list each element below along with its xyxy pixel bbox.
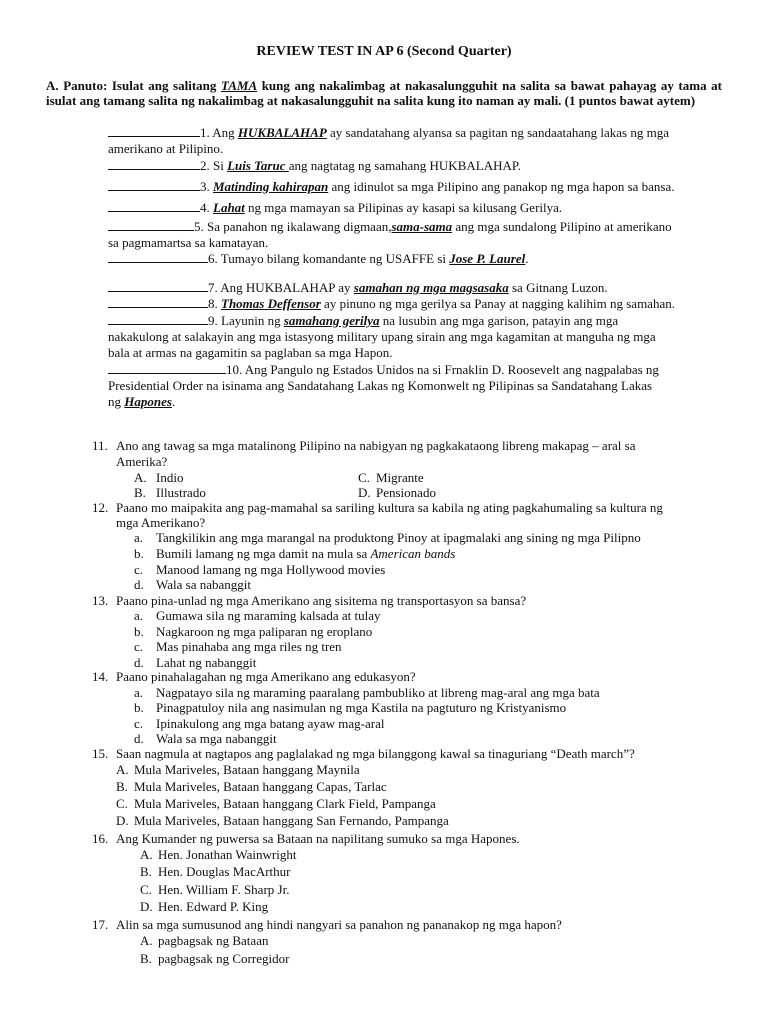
- item-text: .: [525, 251, 529, 266]
- answer-blank[interactable]: [108, 219, 194, 231]
- option-label: a.: [134, 685, 144, 700]
- tama-keyword: TAMA: [220, 78, 258, 93]
- option-text: Wala sa mga nabanggit: [156, 731, 277, 746]
- answer-blank[interactable]: [108, 200, 200, 212]
- option-text: pagbagsak ng Corregidor: [158, 951, 290, 966]
- tf-item-6: [108, 251, 722, 267]
- item-text: 10. Ang Pangulo ng Estados Unidos na si Frnaklin D. Roosevelt ang nagpalabas ng: [226, 362, 659, 377]
- item-text: 5. Sa panahon ng ikalawang digmaan,: [194, 219, 392, 234]
- question-number: 11.: [92, 438, 108, 453]
- option-text: Tangkilikin ang mga marangal na produktong Pinoy at ipagmalaki ang sining ng mga Pilipno: [156, 530, 641, 545]
- option-label: d.: [134, 577, 144, 592]
- tf-item-1-cont: amerikano at Pilipino.: [108, 141, 224, 156]
- answer-blank[interactable]: [108, 179, 200, 191]
- item-text: ang mga sundalong Pilipino at amerikano: [452, 219, 672, 234]
- option-text: Mula Mariveles, Bataan hanggang Maynila: [134, 762, 360, 777]
- option-text: Lahat ng nabanggit: [156, 655, 257, 670]
- underlined-term: Matinding kahirapan: [213, 179, 329, 194]
- option-label: c.: [134, 562, 144, 577]
- option-label: D.: [358, 485, 371, 500]
- item-text: ay pinuno ng mga gerilya sa Panay at nagging kalihim ng samahan.: [320, 296, 675, 311]
- option-text: Hen. Douglas MacArthur: [158, 864, 291, 879]
- option-label: b.: [134, 700, 144, 715]
- tf-item-5: [108, 219, 722, 235]
- question-number: 12.: [92, 500, 109, 515]
- question-number: 13.: [92, 593, 109, 608]
- tf-item-10-cont2: [108, 394, 722, 410]
- option-text: Hen. Edward P. King: [158, 899, 269, 914]
- option-text: Manood lamang ng mga Hollywood movies: [156, 562, 386, 577]
- option-text: Illustrado: [156, 485, 206, 500]
- item-text: 8.: [208, 296, 221, 311]
- item-text: ang idinulot sa mga Pilipino ang panakop ng mga hapon sa bansa.: [328, 179, 675, 194]
- underlined-term: Hapones: [124, 394, 172, 409]
- tf-item-5-cont: sa pagmamartsa sa kamatayan.: [108, 235, 269, 250]
- answer-blank[interactable]: [108, 251, 208, 263]
- option-label: d.: [134, 731, 144, 746]
- answer-blank[interactable]: [108, 313, 208, 325]
- instructions: [46, 78, 722, 108]
- tf-item-7: [108, 280, 722, 296]
- item-text: .: [171, 394, 176, 409]
- answer-blank[interactable]: [108, 158, 200, 170]
- underlined-term: samahang gerilya: [283, 313, 380, 328]
- option-label: D.: [140, 899, 153, 914]
- option-label: C.: [358, 470, 370, 485]
- item-text: na lusubin ang mga garison, patayin ang mga: [379, 313, 619, 328]
- answer-blank[interactable]: [108, 362, 226, 374]
- instructions-text: A. Panuto: Isulat ang salitang: [46, 78, 221, 93]
- question-text: Ang Kumander ng puwersa sa Bataan na napilitang sumuko sa mga Hapones.: [116, 831, 520, 846]
- option-label: b.: [134, 624, 144, 639]
- tf-item-3: [108, 179, 722, 195]
- option-text: Pinagpatuloy nila ang nasimulan ng mga Kastila na pagtuturo ng Kristyanismo: [156, 700, 567, 715]
- answer-blank[interactable]: [108, 280, 208, 292]
- option-label: a.: [134, 530, 144, 545]
- option-text: Hen. William F. Sharp Jr.: [158, 882, 290, 897]
- question-number: 14.: [92, 669, 109, 684]
- item-text: ang nagtatag ng samahang HUKBALAHAP.: [288, 158, 521, 173]
- item-text: ay sandatahang alyansa sa pagitan ng sandaatahang lakas ng mga: [326, 125, 669, 140]
- tf-item-10-cont: Presidential Order na isinama ang Sandatahang Lakas ng Komonwelt ng Pilipinas sa Sandatahang Lakas: [108, 378, 653, 393]
- tf-item-8: [108, 296, 722, 312]
- question-text: Saan nagmula at nagtapos ang paglalakad ng mga bilanggong kawal sa tinaguriang “Death march”?: [116, 746, 635, 761]
- question-text: Alin sa mga sumusunod ang hindi nangyari sa panahon ng pananakop ng mga hapon?: [116, 917, 562, 932]
- tf-item-4: [108, 200, 722, 216]
- answer-blank[interactable]: [108, 296, 208, 308]
- item-text: 1. Ang: [200, 125, 238, 140]
- option-label: C.: [116, 796, 128, 811]
- question-text-cont: Amerika?: [116, 454, 168, 469]
- item-text: 9. Layunin ng: [208, 313, 284, 328]
- item-text: 2. Si: [200, 158, 228, 173]
- option-text: Mas pinahaba ang mga riles ng tren: [156, 639, 342, 654]
- item-text: 3.: [200, 179, 213, 194]
- option-text-wrap: [156, 546, 455, 562]
- option-label: c.: [134, 716, 144, 731]
- tf-item-10: [108, 362, 722, 378]
- underlined-term: sama-sama: [391, 219, 453, 234]
- option-text: Mula Mariveles, Bataan hanggang Clark Field, Pampanga: [134, 796, 436, 811]
- underlined-term: Jose P. Laurel: [449, 251, 526, 266]
- question-text: Paano pinahalagahan ng mga Amerikano ang edukasyon?: [116, 669, 416, 684]
- question-text: Paano mo maipakita ang pag-mamahal sa sariling kultura sa kabila ng ating pagkahumaling sa kultura ng: [116, 500, 663, 515]
- tf-item-9-cont2: bala at armas na gagamitin sa paglaban sa mga Hapon.: [108, 345, 393, 360]
- option-text: Ipinakulong ang mga batang ayaw mag-aral: [156, 716, 385, 731]
- option-label: A.: [134, 470, 147, 485]
- option-text: Mula Mariveles, Bataan hanggang San Fernando, Pampanga: [134, 813, 449, 828]
- page-title: REVIEW TEST IN AP 6 (Second Quarter): [256, 44, 512, 59]
- tf-item-9: [108, 313, 722, 329]
- option-label: C.: [140, 882, 152, 897]
- option-text: Indio: [156, 470, 184, 485]
- question-text-cont: mga Amerikano?: [116, 515, 206, 530]
- option-text: Mula Mariveles, Bataan hanggang Capas, Tarlac: [134, 779, 387, 794]
- item-text: ng: [108, 394, 125, 409]
- option-text: Nagpatayo sila ng maraming paaralang pambubliko at libreng mag-aral ang mga bata: [156, 685, 600, 700]
- option-text: Migrante: [376, 470, 424, 485]
- option-label: d.: [134, 655, 144, 670]
- underlined-term: Luis Taruc: [227, 158, 289, 173]
- option-label: A.: [140, 847, 153, 862]
- question-number: 16.: [92, 831, 109, 846]
- option-label: B.: [134, 485, 146, 500]
- option-label: a.: [134, 608, 144, 623]
- underlined-term: HUKBALAHAP: [237, 125, 327, 140]
- tf-item-9-cont: nakakulong at salakayin ang mga istasyong military upang sirain ang mga kagamitan at manguha ng mga: [108, 329, 656, 344]
- option-label: A.: [140, 933, 153, 948]
- underlined-term: samahan ng mga magsasaka: [353, 280, 509, 295]
- option-label: c.: [134, 639, 144, 654]
- tf-item-2: [108, 158, 722, 174]
- item-text: sa Gitnang Luzon.: [508, 280, 608, 295]
- option-text: Wala sa nabanggit: [156, 577, 251, 592]
- item-text: 6. Tumayo bilang komandante ng USAFFE si: [208, 251, 450, 266]
- option-text: Pensionado: [376, 485, 436, 500]
- underlined-term: Thomas Deffensor: [221, 296, 321, 311]
- option-label: A.: [116, 762, 129, 777]
- item-text: 4.: [200, 200, 213, 215]
- question-text: Paano pina-unlad ng mga Amerikano ang sisitema ng transportasyon sa bansa?: [116, 593, 527, 608]
- option-label: B.: [116, 779, 128, 794]
- option-label: b.: [134, 546, 144, 561]
- option-text: Bumili lamang ng mga damit na mula sa: [156, 546, 371, 561]
- item-text: ng mga mamayan sa Pilipinas ay kasapi sa kilusang Gerilya.: [244, 200, 563, 215]
- option-italic-text: American bands: [370, 546, 456, 561]
- instructions-text-2: kung ang nakalimbag at nakasalungguhit na salita sa bawat pahayag ay tama at isulat ang tamang salita ng nakalimbag at nakasalungguhit na salita kung ito naman ay mali. (1 puntos bawat aytem): [46, 78, 722, 108]
- question-number: 17.: [92, 917, 109, 932]
- answer-blank[interactable]: [108, 125, 200, 137]
- option-text: Nagkaroon ng mga paliparan ng eroplano: [156, 624, 373, 639]
- option-text: pagbagsak ng Bataan: [158, 933, 269, 948]
- option-label: B.: [140, 951, 152, 966]
- question-text: Ano ang tawag sa mga matalinong Pilipino na nabigyan ng pagkakataong libreng makapag – aral sa: [116, 438, 636, 453]
- option-label: B.: [140, 864, 152, 879]
- tf-item-1: [108, 125, 722, 141]
- option-text: Gumawa sila ng maraming kalsada at tulay: [156, 608, 381, 623]
- item-text: 7. Ang HUKBALAHAP ay: [208, 280, 354, 295]
- option-text: Hen. Jonathan Wainwright: [158, 847, 297, 862]
- underlined-term: Lahat: [213, 200, 245, 215]
- option-label: D.: [116, 813, 129, 828]
- question-number: 15.: [92, 746, 109, 761]
